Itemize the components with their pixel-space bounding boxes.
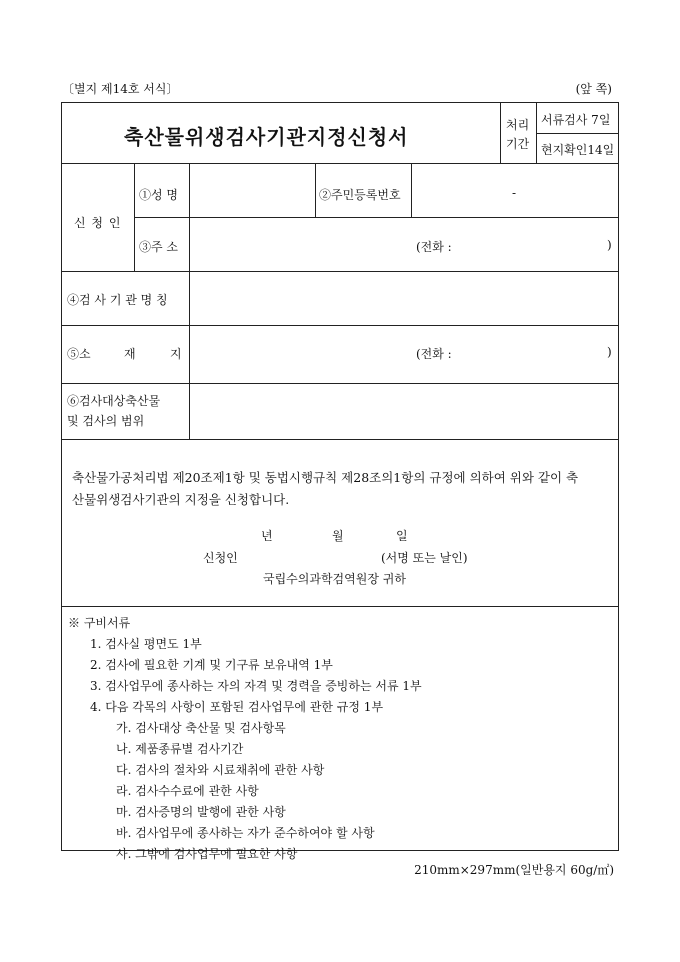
form-header	[62, 80, 618, 98]
location-label-c: 지	[170, 347, 182, 361]
statement-line-1: 축산물가공처리법 제20조제1항 및 동법시행규칙 제28조의1항의 규정에 의하여 위와 같이 축	[72, 470, 579, 485]
documents-heading: ※ 구비서류	[68, 616, 131, 630]
processing-site-check: 현지확인14일	[541, 143, 615, 157]
document-sub-item: 가. 검사대상 축산물 및 검사항목	[116, 721, 286, 735]
date-year: 년	[261, 529, 273, 543]
address-label: ③주 소	[139, 240, 178, 254]
name-label: ①성 명	[139, 188, 178, 202]
document-item: 4. 다음 각목의 사항이 포함된 검사업무에 관한 규정 1부	[90, 700, 384, 714]
document-sub-item: 바. 검사업무에 종사하는 자가 준수하여야 할 사항	[116, 826, 375, 840]
resident-id-field[interactable]: -	[512, 186, 517, 200]
date-month: 월	[332, 529, 344, 543]
statement-line-2: 산물위생검사기관의 지정을 신청합니다.	[72, 492, 290, 507]
document-item: 1. 검사실 평면도 1부	[90, 637, 202, 651]
date-day: 일	[396, 529, 408, 543]
name-field[interactable]	[192, 167, 311, 213]
agency-name-field[interactable]	[192, 275, 612, 321]
form-title: 축산물위생검사기관지정신청서	[124, 125, 409, 149]
address-phone-label: (전화 :	[416, 240, 452, 254]
agency-name-label: ④검 사 기 관 명 칭	[67, 293, 168, 307]
scope-label-2: 및 검사의 범위	[67, 414, 145, 428]
application-form	[61, 102, 619, 861]
processing-doc-review: 서류검사 7일	[541, 113, 611, 127]
address-phone-close: )	[607, 238, 612, 252]
addressee: 국립수의과학검역원장 귀하	[263, 572, 406, 586]
location-phone-close: )	[607, 345, 612, 359]
processing-label-1: 처리	[506, 118, 530, 132]
sign-note[interactable]: (서명 또는 날인)	[381, 551, 468, 565]
location-label-a: ⑤소	[67, 347, 91, 361]
document-item: 2. 검사에 필요한 기계 및 기구류 보유내역 1부	[90, 658, 333, 672]
resident-id-label: ②주민등록번호	[319, 188, 401, 202]
document-sub-item: 나. 제품종류별 검사기간	[116, 742, 244, 756]
location-field[interactable]	[192, 329, 412, 375]
signer-label: 신청인	[203, 551, 238, 565]
scope-label-1: ⑥검사대상축산물	[67, 394, 161, 408]
applicant-label: 신 청 인	[74, 216, 122, 230]
form-number: 〔별지 제14호 서식〕	[62, 82, 179, 96]
location-label-b: 재	[124, 347, 136, 361]
scope-field[interactable]	[192, 387, 612, 435]
page-side-label: (앞 쪽)	[575, 82, 612, 96]
address-field[interactable]	[192, 221, 412, 267]
processing-label-2: 기간	[506, 137, 530, 151]
document-sub-item: 다. 검사의 절차와 시료채취에 관한 사항	[116, 763, 325, 777]
document-sub-item: 마. 검사증명의 발행에 관한 사항	[116, 805, 286, 819]
document-sub-item: 사. 그밖에 검사업무에 필요한 사항	[116, 847, 298, 861]
document-item: 3. 검사업무에 종사하는 자의 자격 및 경력을 증빙하는 서류 1부	[90, 679, 422, 693]
paper-size-note: 210mm×297mm(일반용지 60g/㎡)	[414, 863, 614, 877]
location-phone-label: (전화 :	[416, 347, 452, 361]
document-sub-item: 라. 검사수수료에 관한 사항	[116, 784, 259, 798]
